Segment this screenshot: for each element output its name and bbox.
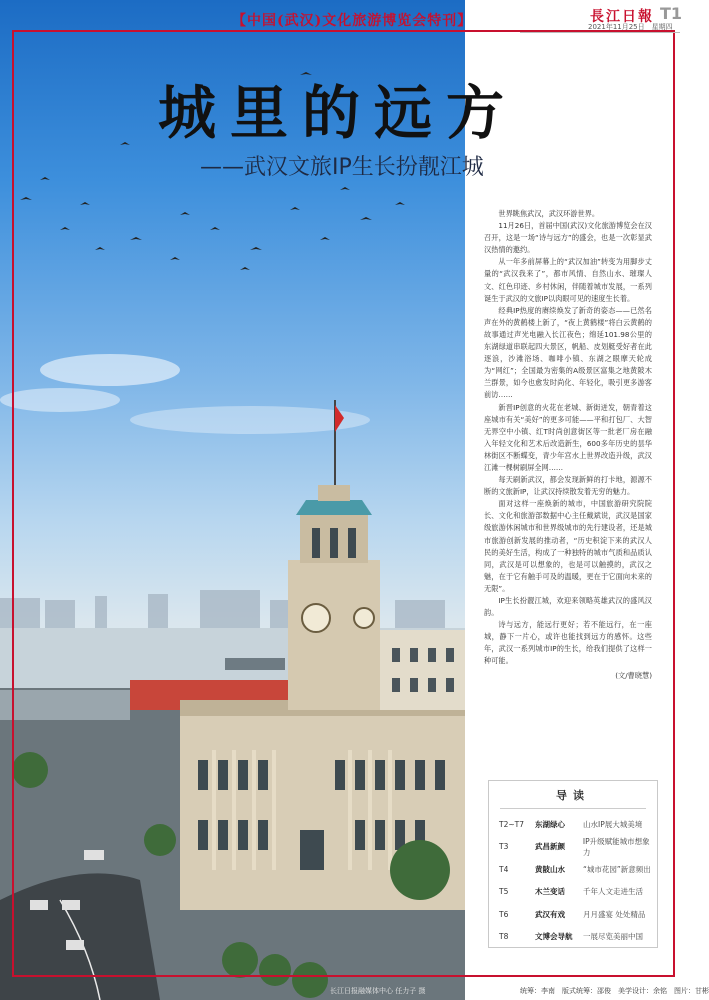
- header-divider: [520, 32, 680, 33]
- guide-divider: [500, 808, 646, 809]
- article-paragraph: 从一年多前屏幕上的“武汉加油”转变为用脚步丈量的“武汉我来了”，都市风情、自然山水、璀璨人文、红色印迹、乡村休闲，伴随着城市发展，一系列诞生于武汉的文旅IP以肉眼可见的速度生长着。: [484, 257, 652, 303]
- guide-desc: 山水IP展大城美境: [583, 819, 643, 829]
- guide-section: 文博会导航: [535, 932, 573, 942]
- page-title: 城里的远方: [158, 79, 519, 147]
- editorial-credits: 统筹：李南 版式统筹：邵俊 美学设计：余铭 图片：甘彬: [520, 987, 709, 995]
- article-body: [484, 208, 652, 682]
- page-number: T1: [660, 4, 683, 23]
- guide-item[interactable]: [489, 813, 657, 836]
- guide-page: T6: [499, 909, 509, 919]
- article-paragraph: 世界眺焦武汉，武汉环游世界。: [498, 209, 600, 218]
- guide-box: [488, 780, 658, 948]
- guide-section: 木兰变话: [535, 887, 565, 897]
- guide-section: 武汉有戏: [535, 909, 565, 919]
- guide-desc: 千年人文走进生活: [583, 887, 643, 897]
- guide-item[interactable]: [489, 858, 657, 881]
- guide-page: T8: [499, 932, 509, 942]
- guide-item[interactable]: [489, 903, 657, 926]
- guide-item[interactable]: [489, 881, 657, 904]
- special-issue-banner: 【中国(武汉)文化旅游博览会特刊】: [232, 13, 473, 29]
- page-subtitle: ——武汉文旅IP生长扮靓江城: [200, 155, 484, 180]
- guide-item[interactable]: [489, 926, 657, 949]
- guide-desc: IP升级赋能城市想象力: [582, 836, 650, 857]
- article-paragraph: 11月26日，首届中国(武汉)文化旅游博览会在汉召开，这是一场“诗与远方”的盛会，也是一次彰显武汉热情的邀约。: [484, 221, 652, 255]
- guide-section: 武昌新颜: [534, 842, 565, 852]
- guide-desc: 一展尽览美丽中国: [583, 932, 643, 942]
- guide-page: T4: [499, 864, 509, 874]
- guide-desc: “城市花园”新意频出: [583, 864, 651, 874]
- guide-item[interactable]: [489, 836, 657, 859]
- guide-page: T2~T7: [499, 819, 524, 829]
- photo-credit: 长江日报融媒体中心 任力子 摄: [330, 987, 426, 995]
- article-paragraph: 面对这样一座焕新的城市，中国旅游研究院院长、文化和旅游部数据中心主任戴斌说，武汉是国家级旅游休闲城市和世界级城市的先行建设者，还是城市旅游创新发展的推动者，“历史积淀下来的武汉人民的美好生活，构成了一种独特的城市气质和品质认同，武汉是可以想象的，也是可以触摸的，武汉之魅，在于它有触手可及的温暖，更在于它面向未来的无限”。: [484, 499, 652, 593]
- article-paragraph: IP生长扮靓江城，欢迎来领略英雄武汉的盛风汉韵。: [484, 596, 652, 618]
- guide-desc: 月月盛宴 处处精品: [583, 909, 646, 919]
- guide-page: T3: [499, 842, 509, 852]
- article-byline: (文/曹晓慧): [615, 670, 652, 680]
- article-paragraph: 每天刷新武汉，都会发现新鲜的打卡地，源源不断的文旅新IP，让武汉持续散发着无穷的魅力。: [484, 475, 652, 497]
- issue-date: 2021年11月25日 星期四: [588, 23, 673, 31]
- guide-section: 东湖绿心: [535, 819, 565, 829]
- newspaper-masthead: 長江日報: [590, 9, 654, 25]
- article-paragraph: 新晋IP创意的火花在老城、新街迸发，朝青着这座城市有关“美好”的更多可能——平和打包厂、大智无界空中小镇、红T时尚创意街区等一批老厂房在融入年轻文化和艺术后改造新生，600多年历史的昙华林街区不断蝶变，青少年宫水上世界改造升级，武汉江滩一棵树刷屏全网……: [484, 402, 652, 472]
- guide-title: 导读: [556, 789, 590, 802]
- guide-page: T5: [499, 887, 509, 897]
- guide-section: 黄陂山水: [535, 864, 565, 874]
- article-paragraph: 诗与远方，能远行更好；若不能远行，在一座城，静下一片心，或许也能找到远方的感怀。这些年，武汉一系列城市IP的生长，给我们提供了这样一种可能。: [484, 620, 652, 666]
- article-paragraph: 经典IP热度的赓续焕发了新奇的姿态——已然名声在外的黄鹤楼上新了，“夜上黄鹤楼”将白云黄鹤的故事通过声光电融入长江夜色；绵延101.98公里的东湖绿道串联起四大景区，帆船、皮划艇受好者在此逐浪，沙滩浴场、咖啡小镇、东湖之眼摩天轮成为“网红”；全国最为密集的A级景区富集之地黄陂木兰群景，如今也愈发时尚化、年轻化，吸引更多游客前访……: [484, 305, 652, 400]
